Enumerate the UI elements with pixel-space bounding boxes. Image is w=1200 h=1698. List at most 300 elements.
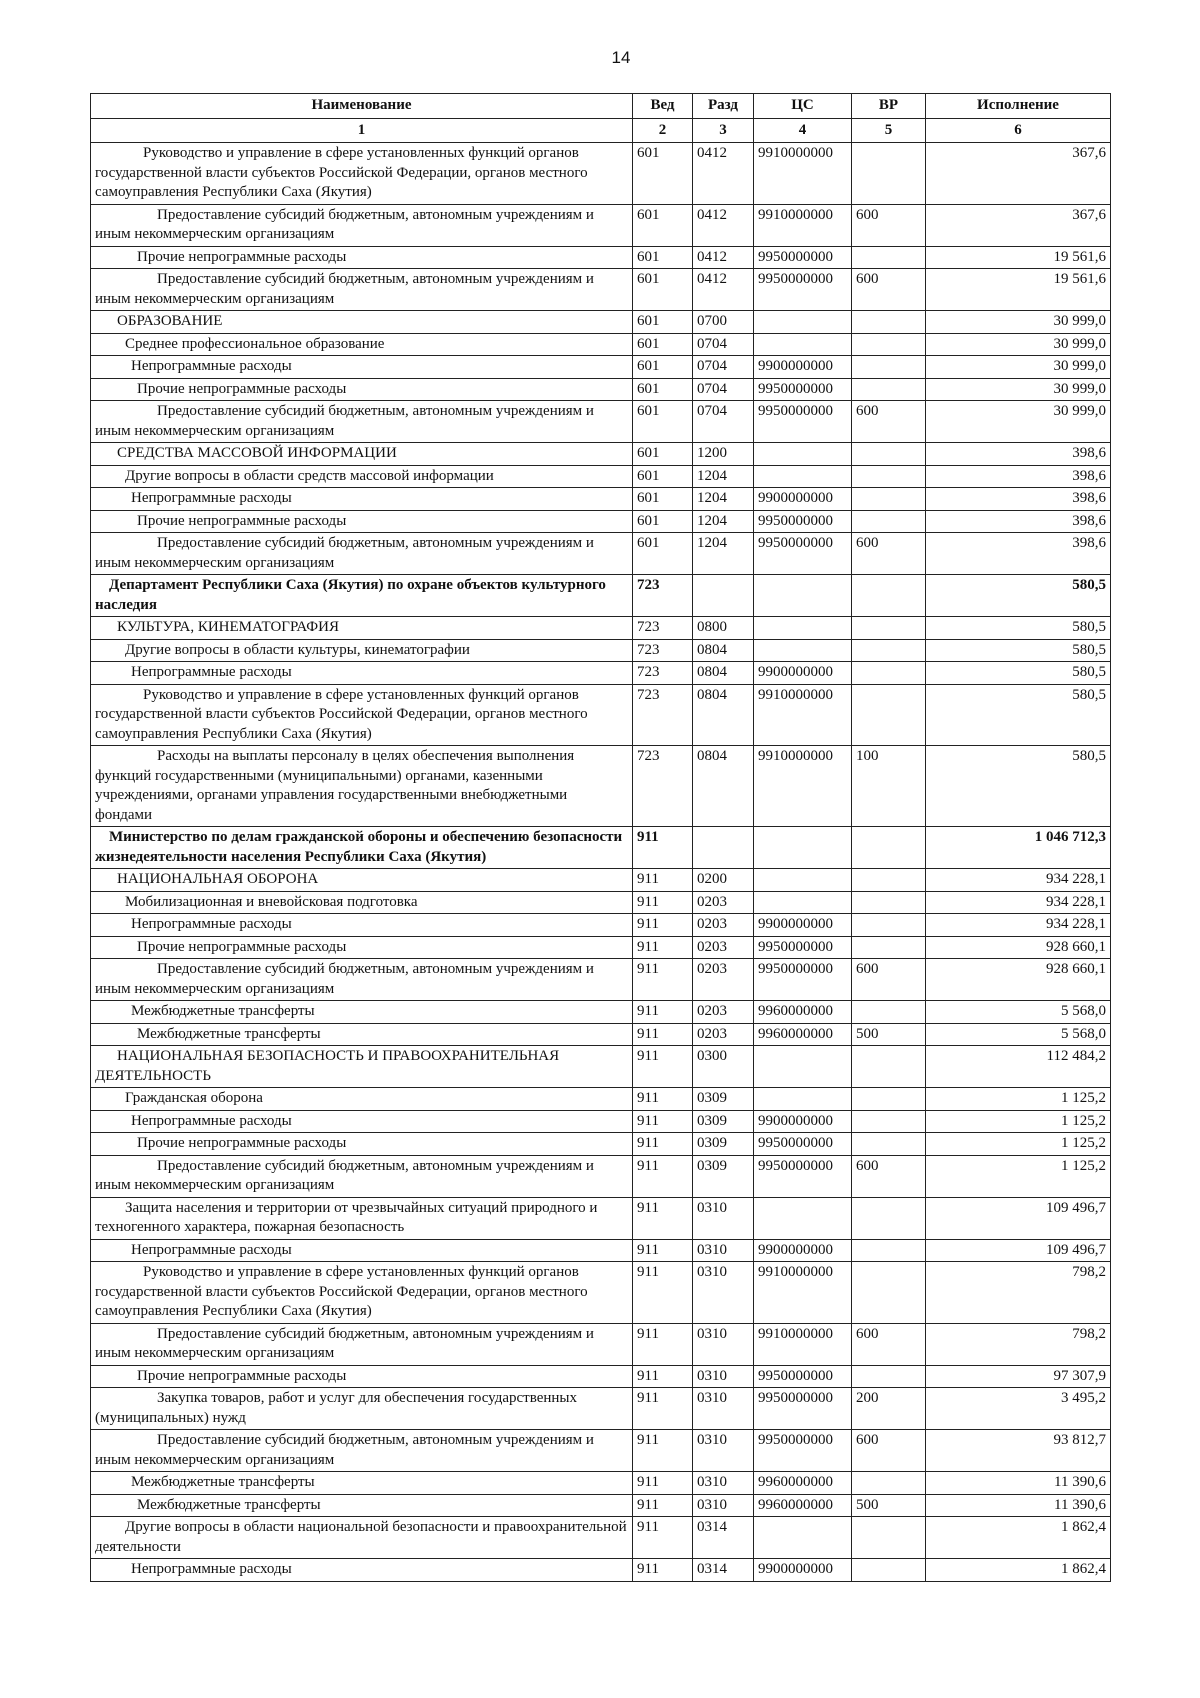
cell-razd: 0310 [693,1472,754,1495]
cell-razd: 0203 [693,936,754,959]
cell-amount: 580,5 [926,617,1111,640]
cell-razd: 0310 [693,1239,754,1262]
cell-razd: 0804 [693,639,754,662]
cell-vr [852,936,926,959]
cell-ved: 601 [633,311,693,334]
cell-amount: 367,6 [926,143,1111,205]
cell-cs: 9910000000 [754,746,852,827]
cell-name: Прочие непрограммные расходы [91,510,633,533]
cell-amount: 1 862,4 [926,1559,1111,1582]
cell-name: Межбюджетные трансферты [91,1023,633,1046]
cell-ved: 911 [633,1088,693,1111]
cell-razd: 0804 [693,684,754,746]
cell-name: Межбюджетные трансферты [91,1494,633,1517]
cell-razd: 0309 [693,1133,754,1156]
cell-ved: 601 [633,510,693,533]
cell-vr [852,891,926,914]
cell-razd: 0309 [693,1088,754,1111]
table-row [91,746,1111,827]
cell-razd: 0310 [693,1197,754,1239]
cell-vr: 500 [852,1023,926,1046]
cell-name: Непрограммные расходы [91,488,633,511]
cell-razd: 0314 [693,1517,754,1559]
cell-amount: 30 999,0 [926,311,1111,334]
cell-cs [754,1197,852,1239]
table-row [91,575,1111,617]
cell-ved: 911 [633,1494,693,1517]
cell-amount: 19 561,6 [926,246,1111,269]
cell-amount: 11 390,6 [926,1472,1111,1495]
header-number-4: 4 [754,118,852,143]
cell-razd: 0203 [693,959,754,1001]
cell-razd: 0704 [693,356,754,379]
cell-name: Защита населения и территории от чрезвычайных ситуаций природного и техногенного характера, пожарная безопасность [91,1197,633,1239]
cell-cs [754,1046,852,1088]
table-row [91,1088,1111,1111]
cell-ved: 723 [633,684,693,746]
cell-amount: 1 125,2 [926,1133,1111,1156]
cell-vr [852,869,926,892]
cell-cs [754,443,852,466]
cell-ved: 601 [633,246,693,269]
cell-ved: 911 [633,1197,693,1239]
table-row [91,378,1111,401]
cell-ved: 601 [633,378,693,401]
cell-razd: 0310 [693,1494,754,1517]
table-row [91,959,1111,1001]
cell-ved: 911 [633,1023,693,1046]
cell-cs: 9950000000 [754,959,852,1001]
cell-cs: 9900000000 [754,488,852,511]
cell-vr: 600 [852,1155,926,1197]
cell-amount: 5 568,0 [926,1001,1111,1024]
cell-vr [852,356,926,379]
cell-name: Прочие непрограммные расходы [91,1365,633,1388]
table-row [91,1430,1111,1472]
cell-amount: 580,5 [926,575,1111,617]
table-row [91,1365,1111,1388]
table-row [91,333,1111,356]
cell-amount: 3 495,2 [926,1388,1111,1430]
cell-vr [852,617,926,640]
cell-ved: 911 [633,914,693,937]
cell-razd: 0704 [693,378,754,401]
cell-amount: 30 999,0 [926,356,1111,379]
table-row [91,533,1111,575]
cell-vr: 600 [852,1430,926,1472]
cell-razd: 0310 [693,1430,754,1472]
cell-name: Непрограммные расходы [91,914,633,937]
cell-amount: 398,6 [926,488,1111,511]
cell-vr [852,1001,926,1024]
cell-razd: 1204 [693,488,754,511]
cell-ved: 911 [633,1323,693,1365]
cell-ved: 723 [633,746,693,827]
cell-name: Другие вопросы в области средств массовой информации [91,465,633,488]
table-row [91,1517,1111,1559]
table-row [91,143,1111,205]
table-row [91,356,1111,379]
table-row [91,465,1111,488]
cell-razd: 1204 [693,465,754,488]
cell-razd: 0412 [693,143,754,205]
table-row [91,1023,1111,1046]
cell-amount: 580,5 [926,639,1111,662]
cell-name: НАЦИОНАЛЬНАЯ ОБОРОНА [91,869,633,892]
cell-cs: 9900000000 [754,356,852,379]
table-row [91,1155,1111,1197]
cell-vr [852,1133,926,1156]
table-row [91,1133,1111,1156]
cell-razd [693,827,754,869]
table-row [91,1239,1111,1262]
header-amount: Исполнение [926,94,1111,119]
cell-cs [754,1088,852,1111]
cell-ved: 911 [633,1239,693,1262]
cell-amount: 398,6 [926,465,1111,488]
table-row [91,269,1111,311]
cell-cs: 9900000000 [754,1239,852,1262]
cell-vr [852,1046,926,1088]
cell-amount: 30 999,0 [926,401,1111,443]
cell-cs: 9900000000 [754,1559,852,1582]
cell-name: Непрограммные расходы [91,1110,633,1133]
cell-name: Прочие непрограммные расходы [91,378,633,401]
cell-ved: 601 [633,488,693,511]
cell-amount: 398,6 [926,533,1111,575]
cell-razd: 0309 [693,1155,754,1197]
cell-name: Прочие непрограммные расходы [91,936,633,959]
table-row [91,401,1111,443]
cell-ved: 911 [633,1430,693,1472]
table-row [91,311,1111,334]
cell-amount: 398,6 [926,443,1111,466]
cell-cs: 9950000000 [754,1430,852,1472]
header-cs: ЦС [754,94,852,119]
cell-vr [852,1559,926,1582]
cell-razd: 0412 [693,269,754,311]
cell-vr: 600 [852,959,926,1001]
cell-name: Предоставление субсидий бюджетным, автономным учреждениям и иным некоммерческим организациям [91,1323,633,1365]
cell-razd: 0804 [693,746,754,827]
cell-name: Закупка товаров, работ и услуг для обеспечения государственных (муниципальных) нужд [91,1388,633,1430]
cell-name: Непрограммные расходы [91,356,633,379]
cell-ved: 911 [633,1001,693,1024]
cell-cs: 9910000000 [754,1323,852,1365]
cell-amount: 109 496,7 [926,1239,1111,1262]
cell-razd: 0203 [693,914,754,937]
cell-amount: 580,5 [926,662,1111,685]
cell-cs [754,1517,852,1559]
cell-amount: 19 561,6 [926,269,1111,311]
cell-amount: 1 125,2 [926,1088,1111,1111]
table-row [91,1262,1111,1324]
cell-ved: 601 [633,443,693,466]
cell-cs: 9910000000 [754,204,852,246]
cell-name: Непрограммные расходы [91,1559,633,1582]
cell-razd: 0309 [693,1110,754,1133]
cell-name: Другие вопросы в области национальной безопасности и правоохранительной деятельности [91,1517,633,1559]
header-number-5: 5 [852,118,926,143]
cell-cs: 9900000000 [754,662,852,685]
cell-amount: 798,2 [926,1262,1111,1324]
cell-amount: 934 228,1 [926,869,1111,892]
table-row [91,1046,1111,1088]
cell-vr [852,311,926,334]
cell-cs [754,891,852,914]
cell-cs [754,575,852,617]
cell-vr: 600 [852,401,926,443]
page-number: 14 [611,48,631,67]
cell-amount: 367,6 [926,204,1111,246]
cell-ved: 601 [633,333,693,356]
cell-ved: 911 [633,1155,693,1197]
cell-cs: 9900000000 [754,914,852,937]
cell-name: Межбюджетные трансферты [91,1472,633,1495]
cell-ved: 911 [633,1388,693,1430]
cell-vr [852,246,926,269]
table-row [91,869,1111,892]
table-row [91,1197,1111,1239]
cell-name: КУЛЬТУРА, КИНЕМАТОГРАФИЯ [91,617,633,640]
header-number-2: 2 [633,118,693,143]
budget-table [90,93,1111,1582]
table-row [91,914,1111,937]
cell-name: Непрограммные расходы [91,662,633,685]
cell-cs [754,617,852,640]
cell-amount: 109 496,7 [926,1197,1111,1239]
cell-vr [852,1088,926,1111]
cell-vr: 600 [852,533,926,575]
cell-cs: 9950000000 [754,1133,852,1156]
cell-vr: 200 [852,1388,926,1430]
cell-name: Прочие непрограммные расходы [91,1133,633,1156]
cell-cs: 9950000000 [754,1155,852,1197]
cell-vr: 600 [852,204,926,246]
cell-cs [754,333,852,356]
cell-name: НАЦИОНАЛЬНАЯ БЕЗОПАСНОСТЬ И ПРАВООХРАНИТЕЛЬНАЯ ДЕЯТЕЛЬНОСТЬ [91,1046,633,1088]
cell-cs: 9950000000 [754,246,852,269]
cell-amount: 580,5 [926,746,1111,827]
cell-amount: 112 484,2 [926,1046,1111,1088]
cell-cs: 9960000000 [754,1494,852,1517]
table-row [91,891,1111,914]
cell-ved: 601 [633,143,693,205]
cell-razd: 1200 [693,443,754,466]
cell-vr [852,575,926,617]
header-number-1: 1 [91,118,633,143]
cell-razd: 0310 [693,1365,754,1388]
cell-name: Среднее профессиональное образование [91,333,633,356]
header-razd: Разд [693,94,754,119]
cell-razd: 0800 [693,617,754,640]
cell-amount: 934 228,1 [926,914,1111,937]
cell-vr [852,662,926,685]
table-row [91,1388,1111,1430]
header-ved: Вед [633,94,693,119]
cell-name: Мобилизационная и вневойсковая подготовка [91,891,633,914]
cell-vr [852,1110,926,1133]
cell-cs: 9950000000 [754,378,852,401]
cell-vr [852,1197,926,1239]
cell-amount: 30 999,0 [926,378,1111,401]
cell-razd: 0310 [693,1388,754,1430]
cell-amount: 1 125,2 [926,1155,1111,1197]
cell-cs [754,311,852,334]
table-row [91,684,1111,746]
cell-razd: 0300 [693,1046,754,1088]
cell-ved: 601 [633,269,693,311]
cell-ved: 601 [633,465,693,488]
header-number-row [91,118,1111,143]
cell-vr [852,827,926,869]
cell-vr [852,639,926,662]
cell-name: Руководство и управление в сфере установленных функций органов государственной власти субъектов Российской Федерации, органов местного самоуправления Республики Саха (Якутия) [91,143,633,205]
cell-ved: 911 [633,936,693,959]
cell-name: Предоставление субсидий бюджетным, автономным учреждениям и иным некоммерческим организациям [91,533,633,575]
cell-ved: 723 [633,617,693,640]
cell-vr [852,488,926,511]
cell-name: СРЕДСТВА МАССОВОЙ ИНФОРМАЦИИ [91,443,633,466]
cell-amount: 30 999,0 [926,333,1111,356]
cell-ved: 601 [633,204,693,246]
table-row [91,1559,1111,1582]
cell-cs: 9910000000 [754,143,852,205]
cell-name: Гражданская оборона [91,1088,633,1111]
cell-cs [754,827,852,869]
cell-razd: 0310 [693,1323,754,1365]
cell-cs: 9950000000 [754,936,852,959]
cell-razd: 0700 [693,311,754,334]
cell-razd: 0200 [693,869,754,892]
cell-cs: 9910000000 [754,684,852,746]
table-row [91,1472,1111,1495]
table-row [91,488,1111,511]
cell-ved: 911 [633,1133,693,1156]
cell-cs: 9950000000 [754,269,852,311]
cell-razd: 0203 [693,1001,754,1024]
cell-ved: 723 [633,575,693,617]
table-body [91,143,1111,1582]
cell-ved: 911 [633,1110,693,1133]
cell-vr [852,1472,926,1495]
cell-razd [693,575,754,617]
cell-ved: 601 [633,401,693,443]
cell-vr [852,1262,926,1324]
header-name: Наименование [91,94,633,119]
cell-ved: 723 [633,662,693,685]
cell-amount: 5 568,0 [926,1023,1111,1046]
cell-vr [852,378,926,401]
cell-ved: 911 [633,827,693,869]
cell-name: ОБРАЗОВАНИЕ [91,311,633,334]
cell-name: Прочие непрограммные расходы [91,246,633,269]
cell-name: Межбюджетные трансферты [91,1001,633,1024]
cell-vr: 100 [852,746,926,827]
cell-vr [852,1517,926,1559]
cell-ved: 723 [633,639,693,662]
cell-razd: 0804 [693,662,754,685]
cell-cs [754,869,852,892]
cell-vr [852,914,926,937]
cell-ved: 911 [633,1472,693,1495]
table-row [91,510,1111,533]
cell-razd: 0203 [693,1023,754,1046]
cell-name: Расходы на выплаты персоналу в целях обеспечения выполнения функций государственными (муниципальными) органами, казенными учреждениями, органами управления государственными внебюджетными фондами [91,746,633,827]
table-row [91,246,1111,269]
cell-ved: 601 [633,356,693,379]
cell-cs: 9910000000 [754,1262,852,1324]
cell-vr [852,443,926,466]
cell-cs: 9960000000 [754,1023,852,1046]
cell-amount: 928 660,1 [926,959,1111,1001]
cell-ved: 601 [633,533,693,575]
cell-ved: 911 [633,1517,693,1559]
cell-amount: 1 862,4 [926,1517,1111,1559]
table-row [91,443,1111,466]
cell-name: Непрограммные расходы [91,1239,633,1262]
cell-cs: 9950000000 [754,1388,852,1430]
table-row [91,1494,1111,1517]
cell-name: Руководство и управление в сфере установленных функций органов государственной власти субъектов Российской Федерации, органов местного самоуправления Республики Саха (Якутия) [91,684,633,746]
header-row [91,94,1111,119]
header-number-3: 3 [693,118,754,143]
cell-cs: 9950000000 [754,1365,852,1388]
cell-amount: 97 307,9 [926,1365,1111,1388]
table-row [91,1110,1111,1133]
table-row [91,639,1111,662]
cell-ved: 911 [633,869,693,892]
cell-name: Руководство и управление в сфере установленных функций органов государственной власти субъектов Российской Федерации, органов местного самоуправления Республики Саха (Якутия) [91,1262,633,1324]
cell-ved: 911 [633,891,693,914]
cell-ved: 911 [633,1262,693,1324]
cell-razd: 0203 [693,891,754,914]
cell-vr [852,465,926,488]
cell-amount: 798,2 [926,1323,1111,1365]
header-vr: ВР [852,94,926,119]
cell-vr [852,510,926,533]
cell-vr: 600 [852,1323,926,1365]
cell-razd: 1204 [693,510,754,533]
cell-cs: 9950000000 [754,533,852,575]
table-row [91,204,1111,246]
cell-vr [852,1365,926,1388]
cell-razd: 1204 [693,533,754,575]
cell-amount: 1 046 712,3 [926,827,1111,869]
cell-name: Другие вопросы в области культуры, кинематографии [91,639,633,662]
table-row [91,827,1111,869]
cell-cs: 9950000000 [754,401,852,443]
cell-cs: 9900000000 [754,1110,852,1133]
cell-cs: 9950000000 [754,510,852,533]
cell-cs [754,639,852,662]
cell-ved: 911 [633,1559,693,1582]
cell-amount: 398,6 [926,510,1111,533]
cell-amount: 580,5 [926,684,1111,746]
cell-cs [754,465,852,488]
cell-name: Предоставление субсидий бюджетным, автономным учреждениям и иным некоммерческим организациям [91,959,633,1001]
cell-razd: 0310 [693,1262,754,1324]
cell-name: Предоставление субсидий бюджетным, автономным учреждениям и иным некоммерческим организациям [91,1430,633,1472]
header-number-6: 6 [926,118,1111,143]
cell-razd: 0704 [693,333,754,356]
cell-ved: 911 [633,1046,693,1088]
cell-amount: 1 125,2 [926,1110,1111,1133]
table-row [91,936,1111,959]
table-row [91,617,1111,640]
cell-razd: 0412 [693,246,754,269]
cell-vr [852,1239,926,1262]
